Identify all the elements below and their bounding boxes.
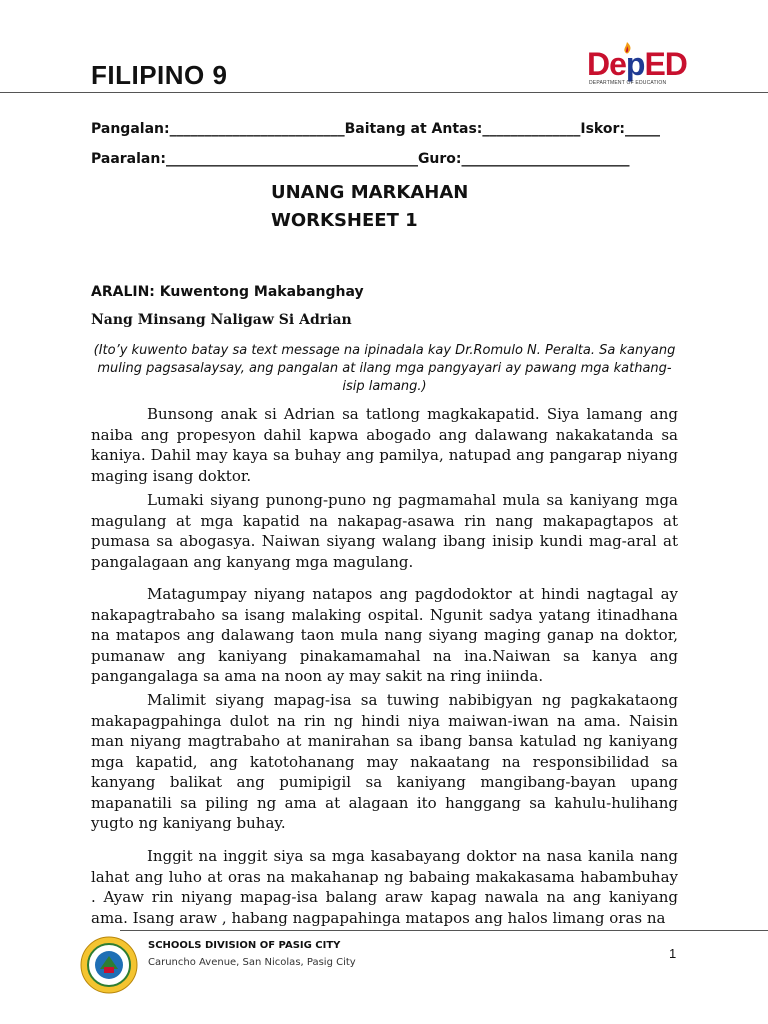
- footer-divider: [120, 930, 768, 931]
- story-paragraph-4: Malimit siyang mapag-isa sa tuwing nabibigyan ng pagkakataong makapagpahinga dulot na rin ng hindi niya maiwan-iwan na ama. Naisin man niyang magtrabaho at manirahan sa ibang bansa katulad ng kaniyang mga kapatid, ang katotohanang may nakaatang na responsibilidad sa kanyang balikat ang pumipigil sa kaniyang mangibang-bayan upang mapanatili sa piling ng ama at alagaan ito hanggang sa kahulu-hulihang yugto ng kaniyang buhay.: [91, 691, 678, 832]
- school-division-name: SCHOOLS DIVISION OF PASIG CITY: [148, 940, 341, 951]
- deped-logo-subtext: DEPARTMENT OF EDUCATION: [589, 80, 667, 86]
- school-division-address: Caruncho Avenue, San Nicolas, Pasig City: [148, 957, 356, 968]
- student-info-row-1[interactable]: Pangalan:_________________________Baitang at Antas:______________Iskor:_____: [91, 121, 660, 137]
- quarter-title: UNANG MARKAHAN: [271, 182, 469, 203]
- story-title: Nang Minsang Naligaw Si Adrian: [91, 312, 352, 328]
- deped-logo-wordmark: DepED: [587, 46, 687, 82]
- page-number: 1: [669, 946, 677, 961]
- story-paragraph-3: Matagumpay niyang natapos ang pagdodoktor at hindi nagtagal ay nakapagtrabaho sa isang malaking ospital. Ngunit sadya yatang itinadhana na matapos ang dalawang taon mula nang siyang maging ganap na doktor, pumanaw ang kaniyang pinakamamahal na ina.Naiwan sa kanya ang pangangalaga sa ama na noon ay may sakit na ring iniinda.: [91, 585, 678, 685]
- deped-logo: [585, 42, 685, 90]
- story-paragraph-2: Lumaki siyang punong-puno ng pagmamahal mula sa kaniyang mga magulang at mga kapatid na nakapag-asawa rin nang makapagtapos at pumasa sa abogasya. Naiwan siyang walang ibang inisip kundi mag-aral at pangalagaan ang kanyang mga magulang.: [91, 491, 678, 571]
- lesson-heading: ARALIN: Kuwentong Makabanghay: [91, 284, 364, 300]
- story-note: (Ito’y kuwento batay sa text message na ipinadala kay Dr.Romulo N. Peralta. Sa kanyang muling pagsasalaysay, ang pangalan at ilang mga pangyayari ay pawang mga kathang-isip lamang.): [93, 343, 676, 394]
- header-divider: [0, 92, 768, 93]
- worksheet-title: WORKSHEET 1: [271, 210, 418, 231]
- story-paragraph-5: Inggit na inggit siya sa mga kasabayang doktor na nasa kanila nang lahat ang luho at oras na makahanap ng babaing makakasama habambuhay . Ayaw rin niyang mapag-isa balang araw kapag nawala na ang kaniyang ama. Isang araw , habang nagpapahinga matapos ang halos limang oras na: [91, 847, 678, 927]
- story-paragraph-1: Bunsong anak si Adrian sa tatlong magkakapatid. Siya lamang ang naiba ang propesyon dahil kapwa abogado ang dalawang nakakatanda sa kaniya. Dahil may kaya sa buhay ang pamilya, natupad ang pangarap niyang maging isang doktor.: [91, 405, 678, 485]
- division-seal-icon: [80, 936, 138, 994]
- student-info-row-2[interactable]: Paaralan:____________________________________Guro:________________________: [91, 151, 630, 167]
- subject-title: FILIPINO 9: [91, 60, 228, 90]
